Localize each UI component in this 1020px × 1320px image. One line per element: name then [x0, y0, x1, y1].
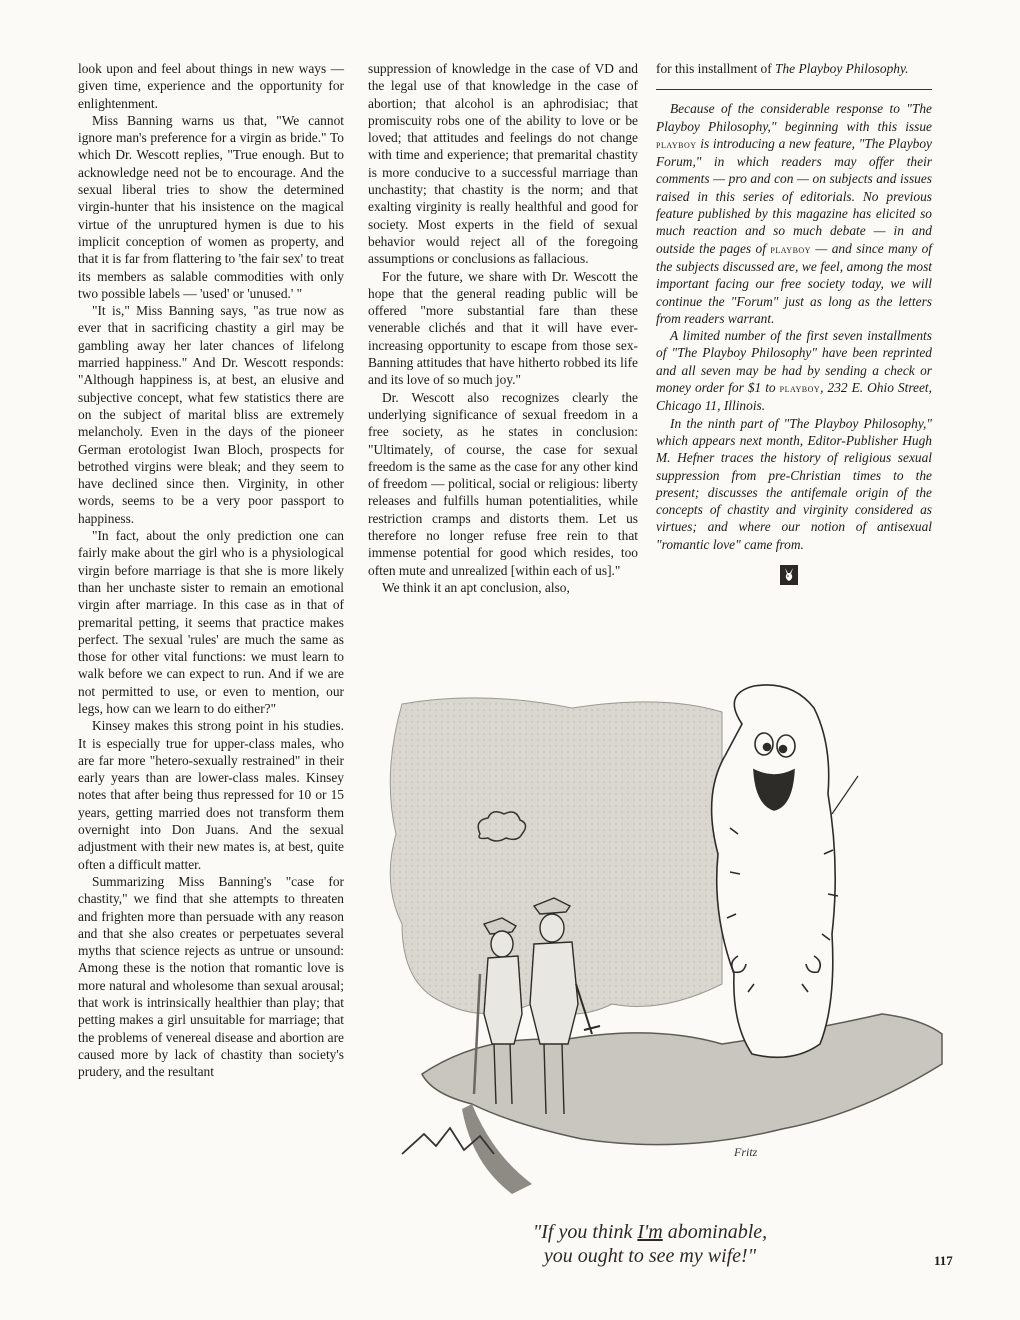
caption-line-2: you ought to see my wife!" [543, 1245, 757, 1267]
rabbit-head-icon [780, 565, 798, 585]
abominable-snowman [712, 685, 858, 1057]
note-text: , 232 E. Ohio Street, Chicago 11, Illinois. [656, 380, 932, 414]
intro-text: for this installment of [656, 61, 776, 76]
editor-note-next-month: In the ninth part of "The Playboy Philosophy," which appears next month, Editor-Publisher Hugh M. Hefner traces the history of religious sexual suppression from pre-Christian times to the present; discusses the antifemale origin of the concepts of chastity and virginity considered as virtues; and where our notion of antisexual "romantic love" came from. [656, 415, 932, 552]
paragraph: Dr. Wescott also recognizes clearly the underlying significance of sexual freedom in a free society, as he states in conclusion: "Ultimately, of course, the case for sexual freedom is the same as the case for any other kind of freedom — political, social or religious: liberty releases and fulfills human potentialities, while restriction cramps and distorts them. Let us therefore no longer refuse free rein to that immense potential for good which resides, too often mute and unrealized [within each of us]." [368, 389, 638, 578]
caption-line-1 [470, 1220, 830, 1244]
paragraph: look upon and feel about things in new ways — given time, experience and the opportunity for enlightenment. [78, 61, 344, 111]
artist-signature: Fritz [734, 1145, 758, 1159]
brand-name: playboy [779, 381, 821, 396]
text-column-1 [78, 60, 344, 1081]
rabbit-head-icon [780, 565, 798, 585]
editor-note-reprints [656, 327, 932, 414]
cartoon-illustration [362, 684, 962, 1220]
paragraph: We think it an apt conclusion, also, [382, 579, 570, 595]
brand-name: playboy [656, 136, 697, 151]
note-text: is introducing a new feature, "The Playboy Forum," in which readers may offer their comments — pro and con — on subjects and issues raised in this series of editorials. No previous feature published by this magazine has elicited so much reaction and so much debate — in and outside the pages of [656, 135, 932, 256]
note-text: Because of the considerable response to "The Playboy Philosophy," beginning with this issue [656, 101, 932, 134]
paragraph: Miss Banning warns us that, "We cannot ignore man's preference for a virgin as bride." To which Dr. Wescott replies, "True enough. But to acknowledge need not be to encourage. And the sexual liberal tries to show the determined virgin-hunter that his insistence on the magical virtue of the unruptured hymen is due to his implicit conception of women as property, and that it is far from flattering to 'the fair sex' to treat its members as salable commodities with only two possible labels — 'used' or 'unused.' " [78, 112, 344, 301]
paragraph: Summarizing Miss Banning's "case for chastity," we find that she attempts to threaten and frighten more than persuade with any reason and that she also creates or perpetuates several myths that science rejects as untrue or unsound: Among these is the notion that romantic love is more natural and wholesome than sexual arousal; that work is intrinsically healthier than play; that petting makes a girl unsuitable for marriage; that the problems of venereal disease and abortion are caused more by lack of chastity than society's prudery, and the resultant [78, 873, 344, 1080]
series-title: The Playboy Philosophy. [775, 61, 909, 76]
intro-paragraph [656, 60, 932, 77]
paragraph: Kinsey makes this strong point in his studies. It is especially true for upper-class males, who are far more "hetero-sexually restrained" in their early years than are lower-class males. Kinsey notes that after being thus repressed for 10 or 15 years, getting married does not transform them overnight into Don Juans. And the sexual adjustment with their new mates is, at best, quite often a difficult matter. [78, 718, 344, 872]
cartoon-caption [470, 1220, 830, 1268]
paragraph: "In fact, about the only prediction one can fairly make about the girl who is a physiological virgin before marriage is that she is more likely than her unchaste sister to remain an emotional virgin after marriage. In this case as in that of premarital petting, it seems that practice makes perfect. The sexual 'rules' are much the same as those for other vital functions: we must learn to walk before we can expect to run. And if we are not permitted to use, or even to mention, our legs, how can we learn to do either?" [78, 528, 344, 716]
note-text: A limited number of the first seven installments of "The Playboy Philosophy" have been reprinted and all seven may be had by sending a check or money order for $1 to [656, 328, 932, 396]
editor-note-forum [656, 100, 932, 327]
caption-emphasis: I'm [637, 1221, 663, 1243]
paragraph: suppression of knowledge in the case of VD and the legal use of that knowledge in the case of abortion; that alcohol is an aphrodisiac; that promiscuity robs one of the ability to love or be loved; that attitudes and feelings do not change with time and experience; that premarital chastity is more conducive to a successful marriage than unchastity; that chastity is the norm; and that exalting virginity is really healthful and good for society. Most experts in the field of sexual behavior would reject all of the foregoing assumptions or conclusions as fallacious. [368, 61, 638, 267]
brand-name: playboy [770, 241, 811, 256]
text-column-3 [656, 60, 932, 585]
page-number: 117 [934, 1253, 953, 1268]
paragraph: "It is," Miss Banning says, "as true now as ever that in sacrificing chastity a girl may be gambling away her later chances of lifelong married happiness." And Dr. Wescott responds: "Although happiness is, at best, an elusive and subjective concept, what few statistics there are on the subject of marital bliss are extremely melancholy. Even in the days of the pioneer German erotologist Iwan Bloch, prospects for betrothed virgins were bleak; and they seem to have declined since then. Virginity, in other words, seems to be a very poor passport to happiness. [78, 303, 344, 526]
text-column-2 [368, 60, 638, 596]
caption-text: abominable, [662, 1221, 768, 1243]
divider [656, 89, 932, 90]
paragraph: For the future, we share with Dr. Wescott the hope that the general reading public will be offered "more substantial fare than these venerable clichés and that it will have ever-increasing opportunity to escape from those sex-Banning attitudes that have hitherto robbed its life and its love of so much joy." [368, 268, 638, 388]
caption-text: "If you think [532, 1221, 638, 1243]
note-text: — and since many of the subjects discussed are, we feel, among the most important facing our free society today, we will continue the "Forum" just as long as the letters from readers warrant. [656, 240, 932, 326]
